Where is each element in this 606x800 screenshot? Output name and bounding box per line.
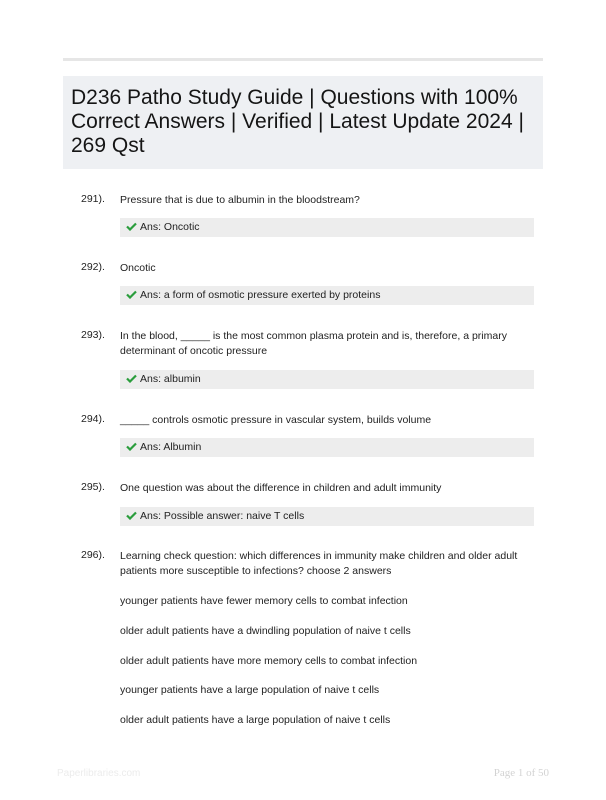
question-number: 296).	[81, 549, 105, 561]
question-text: Learning check question: which differences in immunity make children and older adult patients more susceptible to infections? choose 2 answers	[120, 550, 518, 577]
question-number: 293).	[81, 329, 105, 341]
question-text: Pressure that is due to albumin in the bloodstream?	[120, 194, 360, 206]
checkmark-icon	[126, 222, 137, 231]
checkmark-icon	[126, 290, 137, 299]
answer-box	[120, 507, 534, 526]
answer-text: Ans: albumin	[140, 373, 201, 385]
document-title-box	[63, 76, 543, 169]
answer-option: older adult patients have more memory cells to combat infection	[120, 655, 418, 667]
answer-option: younger patients have a large population of naive t cells	[120, 684, 380, 696]
answer-box	[120, 370, 534, 389]
document-title: D236 Patho Study Guide | Questions with 100% Correct Answers | Verified | Latest Update 2024 | 269 Qst	[71, 86, 524, 157]
question-text: _____ controls osmotic pressure in vascular system, builds volume	[120, 414, 432, 426]
question-number: 291).	[81, 193, 105, 205]
answer-box	[120, 438, 534, 457]
question-text: In the blood, _____ is the most common plasma protein and is, therefore, a primary determinant of oncotic pressure	[120, 330, 507, 357]
answer-text: Ans: Possible answer: naive T cells	[140, 510, 305, 522]
checkmark-icon	[126, 511, 137, 520]
page-number: Page 1 of 50	[493, 767, 549, 779]
footer-watermark: Paperlibraries.com	[57, 768, 141, 779]
answer-text: Ans: Albumin	[140, 441, 202, 453]
question-number: 294).	[81, 413, 105, 425]
answer-box	[120, 218, 534, 237]
top-divider	[63, 58, 543, 61]
question-text: One question was about the difference in children and adult immunity	[120, 482, 442, 494]
checkmark-icon	[126, 442, 137, 451]
answer-box	[120, 286, 534, 305]
answer-text: Ans: a form of osmotic pressure exerted by proteins	[140, 289, 381, 301]
checkmark-icon	[126, 374, 137, 383]
question-number: 295).	[81, 481, 105, 493]
question-text: Oncotic	[120, 262, 156, 274]
answer-option: older adult patients have a large population of naive t cells	[120, 714, 391, 726]
question-number: 292).	[81, 261, 105, 273]
answer-option: younger patients have fewer memory cells to combat infection	[120, 595, 408, 607]
answer-text: Ans: Oncotic	[140, 221, 200, 233]
answer-option: older adult patients have a dwindling population of naive t cells	[120, 625, 411, 637]
